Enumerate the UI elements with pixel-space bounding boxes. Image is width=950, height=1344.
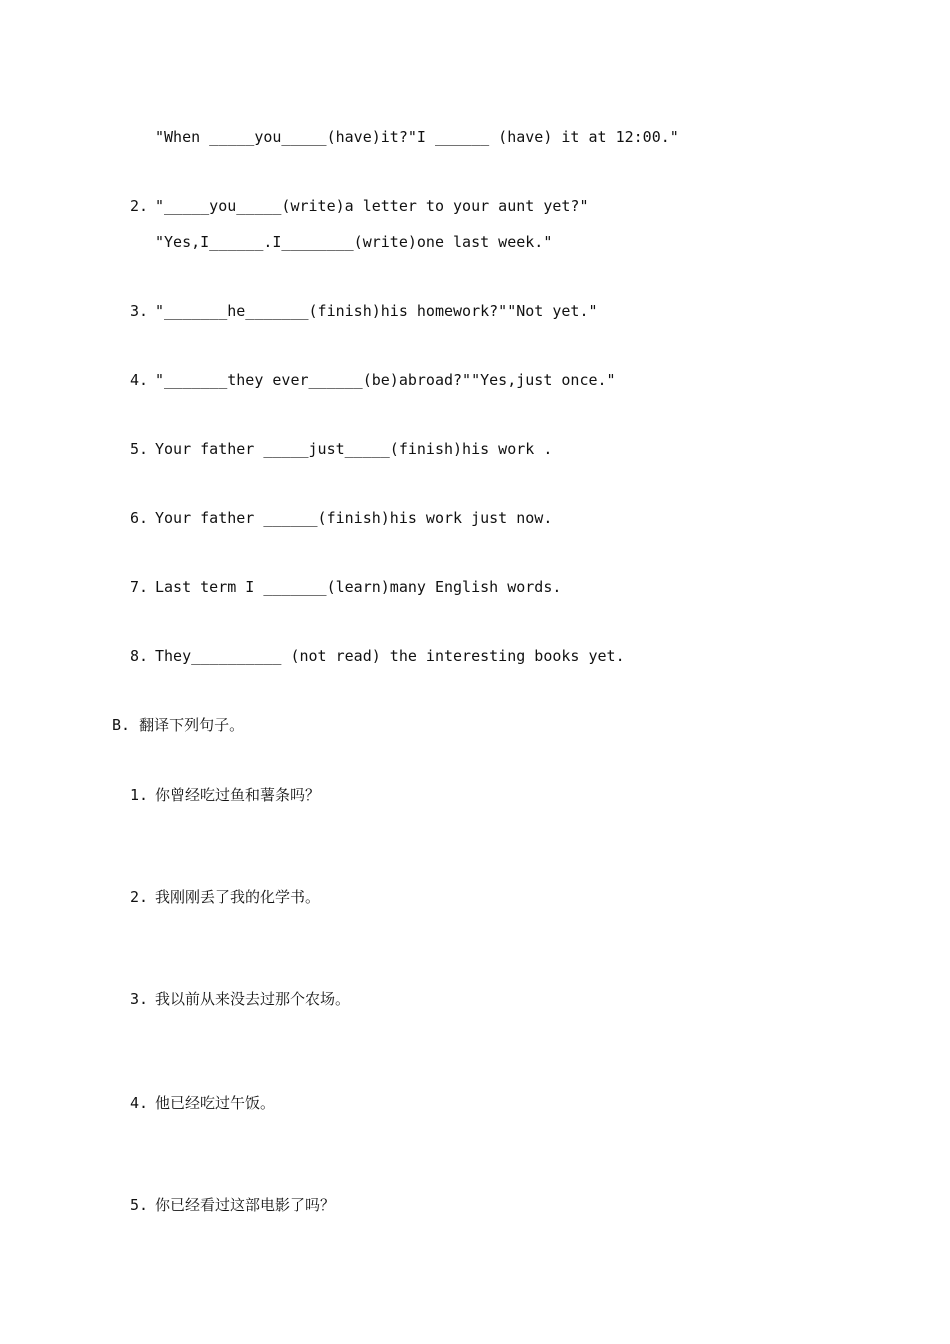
exercise-a6-number: 6. [130,509,149,527]
exercise-a1-answer-line: "When _____you_____(have)it?"I ______ (have) it at 12:00." [155,128,679,146]
exercise-a5-number: 5. [130,440,149,458]
exercise-a2-number: 2. [130,197,149,215]
exercise-a8-text: They__________ (not read) the interesting books yet. [155,647,625,665]
exercise-a3-number: 3. [130,302,149,320]
translation-b4-text: 他已经吃过午饭。 [155,1094,276,1112]
exercise-a2-question: "_____you_____(write)a letter to your aunt yet?" [155,197,589,215]
section-b-heading: B. 翻译下列句子。 [112,716,245,734]
exercise-a7-text: Last term I _______(learn)many English words. [155,578,562,596]
exercise-a3-text: "_______he_______(finish)his homework?""Not yet." [155,302,598,320]
exercise-a6-text: Your father ______(finish)his work just now. [155,509,553,527]
exercise-a4-text: "_______they ever______(be)abroad?""Yes,just once." [155,371,616,389]
translation-b1-number: 1. [130,786,149,804]
translation-b2-text: 我刚刚丢了我的化学书。 [155,888,321,906]
translation-b3-number: 3. [130,990,149,1008]
exercise-a2-answer: "Yes,I______.I________(write)one last week." [155,233,553,251]
exercise-a8-number: 8. [130,647,149,665]
translation-b5-text: 你已经看过这部电影了吗？ [155,1196,336,1214]
translation-b1-text: 你曾经吃过鱼和薯条吗？ [155,786,321,804]
translation-b2-number: 2. [130,888,149,906]
translation-b4-number: 4. [130,1094,149,1112]
translation-b3-text: 我以前从来没去过那个农场。 [155,990,351,1008]
exercise-a4-number: 4. [130,371,149,389]
exercise-a5-text: Your father _____just_____(finish)his work . [155,440,553,458]
translation-b5-number: 5. [130,1196,149,1214]
exercise-a7-number: 7. [130,578,149,596]
